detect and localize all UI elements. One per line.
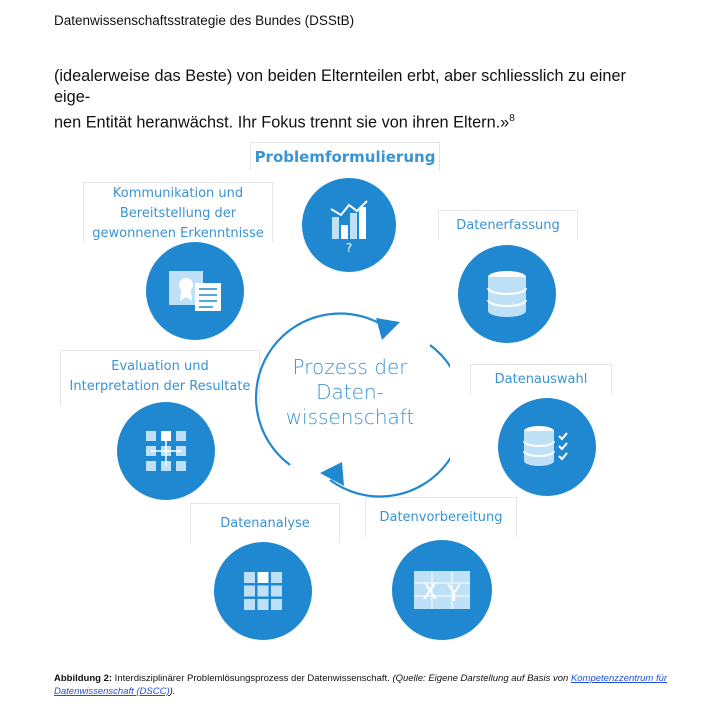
center-title-line-1: Prozess der [292, 355, 408, 379]
paragraph-line-2: nen Entität heranwächst. Ihr Fokus trennt sie von ihren Eltern.» [54, 113, 510, 132]
page-header: Datenwissenschaftsstrategie des Bundes (DSStB) [54, 13, 355, 28]
step-label-datenauswahl: Datenauswahl [470, 364, 612, 394]
step-label-kommunikation: Kommunikation und Bereitstellung der gewonnenen Erkenntnisse [83, 182, 273, 242]
problem-formulation-circle [302, 178, 396, 272]
paragraph-line-1: (idealerweise das Beste) von beiden Elternteilen erbt, aber schliesslich zu einer eige- [54, 67, 626, 106]
caption-source: (Quelle: Eigene Darstellung auf Basis von [392, 673, 571, 684]
step-label-datenanalyse: Datenanalyse [190, 503, 340, 543]
bar-chart-question-icon [319, 195, 379, 255]
center-title-line-2: Daten- [316, 380, 384, 404]
step-label-datenvorbereitung: Datenvorbereitung [365, 497, 517, 537]
center-title-line-3: wissenschaft [285, 405, 415, 429]
data-acquisition-circle [458, 245, 556, 343]
step-label-problemformulierung: Problemformulierung [250, 142, 440, 170]
cycle-center-title [280, 355, 420, 430]
data-preparation-circle [392, 540, 492, 640]
caption-label: Abbildung 2: [54, 673, 113, 684]
footnote-marker[interactable]: 8 [509, 113, 515, 124]
caption-source-link[interactable]: Kompetenzzentrum für Datenwissenschaft (DSCC) [54, 673, 668, 697]
figure-caption [54, 672, 674, 698]
step-label-datenerfassung: Datenerfassung [438, 210, 578, 240]
grid-icon [238, 566, 288, 616]
y-glyph: Y [447, 582, 461, 607]
evaluation-circle [117, 402, 215, 500]
database-icon [477, 264, 537, 324]
database-checklist-icon [515, 417, 579, 477]
caption-end: ). [169, 686, 176, 697]
data-selection-circle [498, 398, 596, 496]
network-grid-icon [140, 425, 192, 477]
question-glyph: ? [345, 241, 353, 255]
arrowhead-upper [376, 318, 400, 340]
certificate-document-icon [163, 265, 227, 317]
body-paragraph [54, 66, 664, 133]
xy-table-icon [410, 565, 474, 615]
step-label-evaluation: Evaluation und Interpretation der Resultate [60, 350, 260, 406]
x-glyph: X [422, 580, 438, 605]
communication-circle [146, 242, 244, 340]
caption-text: Interdisziplinärer Problemlösungsprozess der Datenwissenschaft. [112, 673, 393, 684]
data-analysis-circle [214, 542, 312, 640]
